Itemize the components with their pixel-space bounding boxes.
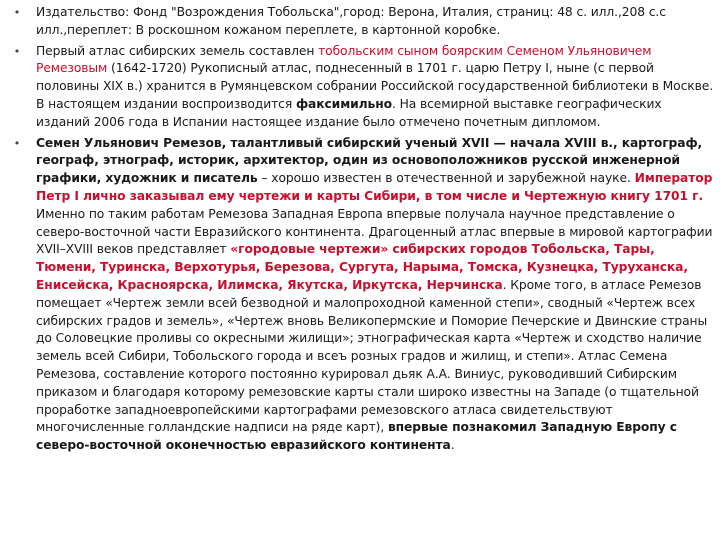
text-segment: – хорошо известен в отечественной и зарубежной науке. [257,171,635,186]
text-segment: . Кроме того, в атласе Ремезов помещает «Чертеж земли всей безводной и малопроходной каменной степи», сводный «Чертеж всех сибирских градов и земель», «Чертеж вновь Великопермские и Поморие Печерские и Двинские страны до Соловецкие проливы со окресными жилищи»; этнографическая карта «Чертеж и сходство наличие земель всей Сибири, Тобольского города и всеъ розных градов и жилищ, и степи». Атлас Семена Ремезова, составление которого постоянно курировал дьяк А.А. Виниус, руководивший Сибирским приказом и благодаря которому ремезовские карты стали широко известны на Западе (о тщательной проработке западноевропейскими картографами ремезовского атласа свидетельствуют многочисленные голландские надписи на ряде карт), [36,277,708,435]
text-segment: Издательство: Фонд "Возрождения Тобольска",город: Верона, Италия, страниц: 48 с. илл.,208 с.с илл.,переплет: В роскошном кожаном переплете, в картонной коробке. [36,5,666,37]
item-text [36,5,666,37]
text-segment: Первый атлас сибирских земель составлен [36,43,319,58]
text-segment: Император Петр I лично заказывал ему чертежи и карты Сибири, в том числе и Чертежную книгу 1701 г. [36,171,713,203]
bullet-marker: • [13,44,21,58]
text-segment: факсимильно [295,96,392,111]
list-item [10,135,714,455]
text-segment: . На всемирной выставке географических изданий 2006 года в Испании настоящее издание было отмечено почетным дипломом. [36,96,662,129]
item-text [36,44,713,129]
text-segment: тобольским сыном боярским Семеном Ульяновичем Ремезовым [36,43,652,76]
bullet-marker: • [13,6,21,19]
bullet-list [10,4,714,455]
text-segment: впервые познакомил Западную Европу с северо-восточной оконечностью евразийского континента [36,420,677,453]
text-segment: (1642-1720) Рукописный атлас, поднесенный в 1701 г. царю Петру I, ныне (с первой половины XIX в.) хранится в Румянцевском собрании Российской государственной библиотеки в Москве. В настоящем издании воспроизводится [36,61,714,111]
text-segment: Именно по таким работам Ремезова Западная Европа впервые получала научное представление о северо-восточной части Евразийского континента. Драгоценный атлас впервые в мировой картографии XVII–XVIII веков представляет [36,206,713,257]
item-text [36,136,712,453]
text-segment: . [450,438,455,453]
list-item [10,4,714,40]
bullet-marker: • [13,136,21,150]
text-segment: Семен Ульянович Ремезов, талантливый сибирский ученый XVII — начала XVIII в., картограф, географ, этнограф, историк, архитектор, один из основоположников русской инженерной графики, художник и писатель [36,135,703,186]
text-segment: «городовые чертежи» сибирских городов Тобольска, Тары, Тюмени, Туринска, Верхотурья, Березова, Сургута, Нарыма, Томска, Кузнецка, Туруханска, Енисейска, Красноярска, Илимска, Якутска, Иркутска, Нерчинска [36,242,688,292]
list-item [10,43,714,132]
